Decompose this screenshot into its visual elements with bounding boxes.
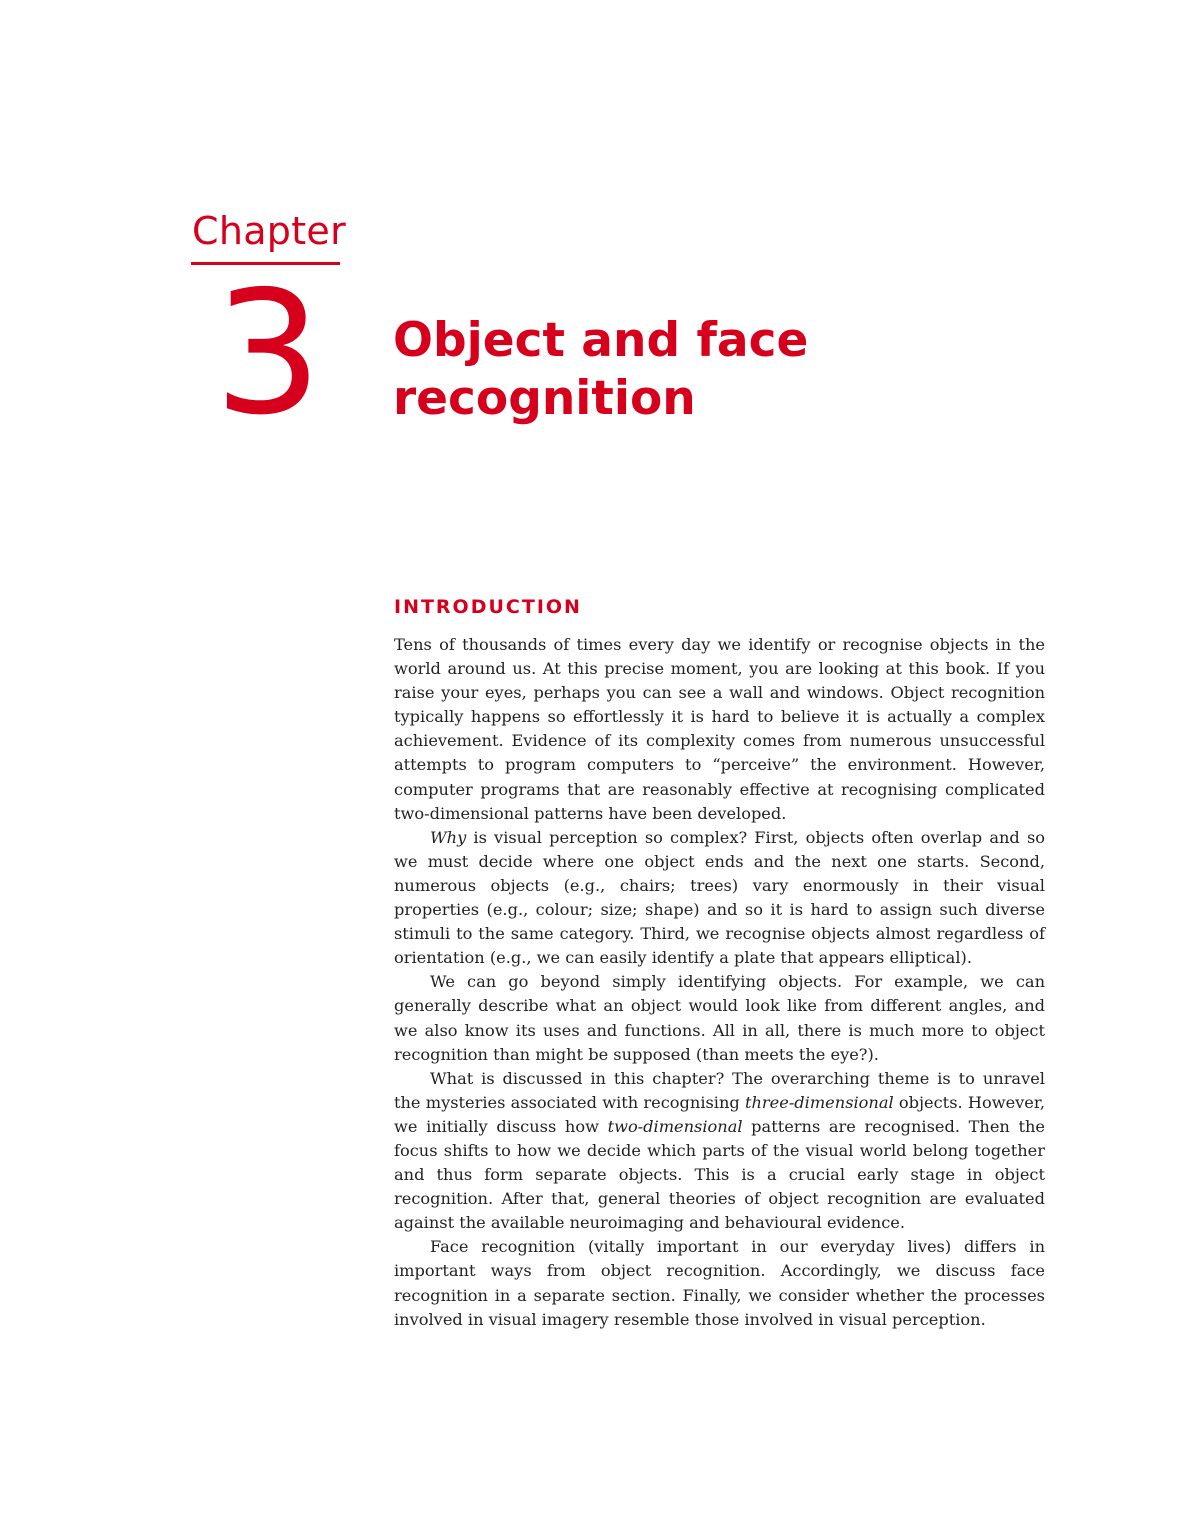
chapter-title: Object and face recognition: [393, 313, 809, 426]
chapter-label: Chapter: [192, 209, 347, 253]
paragraph-4-text-b: objects. However, we initially discuss how: [394, 1092, 1045, 1136]
chapter-number: 3: [214, 255, 323, 453]
paragraph-3: We can go beyond simply identifying objects. For example, we can generally describe what an object would look like from different angles, and we also know its uses and functions. All in all, there is much more to object recognition than might be supposed (than meets the eye?).: [394, 972, 1045, 1064]
paragraph-4: [394, 1067, 1045, 1236]
paragraph-2: [394, 826, 1045, 971]
emphasis-three-dimensional: three-dimensional: [745, 1092, 894, 1112]
emphasis-two-dimensional: two-dimensional: [607, 1116, 743, 1136]
emphasis-why: Why: [430, 827, 467, 847]
paragraph-1: Tens of thousands of times every day we identify or recognise objects in the world around us. At this precise moment, you are looking at this book. If you raise your eyes, perhaps you can see a wall and windows. Object recognition typically happens so effortlessly it is hard to believe it is actually a complex achievement. Evidence of its complexity comes from numerous unsuccessful attempts to program computers to “perceive” the environment. However, computer programs that are reasonably effective at recognising complicated two-dimensional patterns have been developed.: [394, 635, 1045, 823]
paragraph-4-text-a: What is discussed in this chapter? The overarching theme is to unravel the mysteries associated with recognising: [394, 1068, 1045, 1112]
paragraph-4-text-c: patterns are recognised. Then the focus shifts to how we decide which parts of the visual world belong together and thus form separate objects. This is a crucial early stage in object recognition. After that, general theories of object recognition are evaluated against the available neuroimaging and behavioural evidence.: [394, 1116, 1045, 1233]
body-text: [394, 633, 1045, 1332]
section-heading: INTRODUCTION: [394, 596, 582, 618]
paragraph-5: Face recognition (vitally important in our everyday lives) differs in important ways from object recognition. Accordingly, we discuss face recognition in a separate section. Finally, we consider whether the processes involved in visual imagery resemble those involved in visual perception.: [394, 1237, 1045, 1329]
paragraph-2-text: is visual perception so complex? First, objects often overlap and so we must decide where one object ends and the next one starts. Second, numerous objects (e.g., chairs; trees) vary enormously in their visual properties (e.g., colour; size; shape) and so it is hard to assign such diverse stimuli to the same category. Third, we recognise objects almost regardless of orientation (e.g., we can easily identify a plate that appears elliptical).: [394, 827, 1045, 968]
